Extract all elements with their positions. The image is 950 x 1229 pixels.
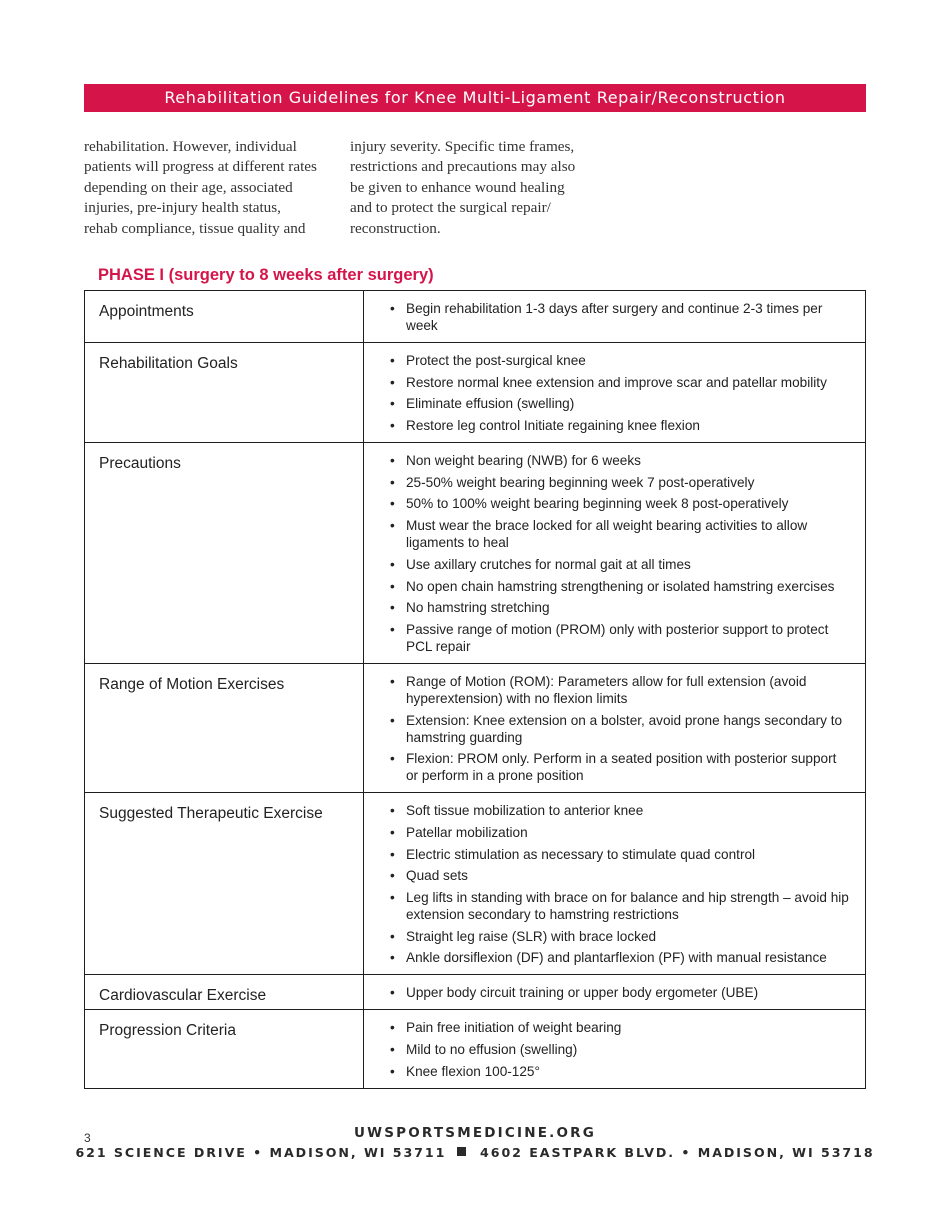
bullet-icon: • bbox=[390, 890, 395, 905]
table-row bbox=[85, 1010, 866, 1088]
bullet-icon: • bbox=[390, 556, 395, 572]
list-item-text: Must wear the brace locked for all weight bearing activities to allow ligaments to heal bbox=[406, 518, 808, 551]
website-link[interactable]: UWSPORTSMEDICINE.ORG bbox=[353, 1125, 597, 1141]
intro-line: be given to enhance wound healing bbox=[350, 178, 565, 196]
page-header-banner bbox=[84, 84, 866, 112]
list-item bbox=[386, 621, 851, 655]
bullet-icon: • bbox=[390, 803, 395, 819]
list-item bbox=[386, 452, 851, 469]
bullet-icon: • bbox=[390, 824, 395, 840]
row-label: Suggested Therapeutic Exercise bbox=[85, 793, 364, 975]
bullet-icon: • bbox=[390, 1020, 395, 1036]
bullet-icon: • bbox=[390, 578, 395, 594]
table-row bbox=[85, 793, 866, 975]
row-content bbox=[364, 663, 866, 792]
banner-title: Rehabilitation Guidelines for Knee Multi-Ligament Repair/Reconstruction bbox=[164, 88, 786, 107]
list-item-text: Soft tissue mobilization to anterior knee bbox=[406, 803, 644, 819]
list-item-text: 50% to 100% weight bearing beginning week 8 post-operatively bbox=[406, 496, 789, 512]
row-content bbox=[364, 793, 866, 975]
bullet-list bbox=[386, 452, 851, 655]
list-item-text: Ankle dorsiflexion (DF) and plantarflexion (PF) with manual resistance bbox=[406, 950, 827, 966]
intro-line: restrictions and precautions may also bbox=[350, 158, 576, 176]
list-item bbox=[386, 495, 851, 512]
bullet-icon: • bbox=[390, 950, 395, 966]
bullet-icon: • bbox=[390, 418, 395, 434]
address-science-drive: 621 SCIENCE DRIVE • MADISON, WI 53711 bbox=[75, 1145, 447, 1160]
list-item-text: Electric stimulation as necessary to stimulate quad control bbox=[406, 846, 756, 862]
bullet-icon: • bbox=[390, 846, 395, 862]
bullet-icon: • bbox=[390, 1063, 395, 1079]
list-item bbox=[386, 846, 851, 863]
list-item bbox=[386, 949, 851, 966]
table-row bbox=[85, 975, 866, 1010]
table-row bbox=[85, 443, 866, 664]
address-eastpark-blvd: 4602 EASTPARK BLVD. • MADISON, WI 53718 bbox=[480, 1145, 875, 1160]
list-item bbox=[386, 417, 851, 434]
list-item-text: Restore leg control Initiate regaining knee flexion bbox=[406, 418, 700, 434]
table-row bbox=[85, 663, 866, 792]
intro-line: reconstruction. bbox=[350, 219, 441, 237]
row-content bbox=[364, 291, 866, 343]
guidelines-table bbox=[84, 290, 866, 1089]
bullet-icon: • bbox=[390, 374, 395, 390]
list-item-text: Quad sets bbox=[406, 868, 468, 884]
row-label: Range of Motion Exercises bbox=[85, 663, 364, 792]
bullet-icon: • bbox=[390, 518, 395, 534]
list-item-text: No open chain hamstring strengthening or isolated hamstring exercises bbox=[406, 578, 835, 594]
list-item bbox=[386, 1063, 851, 1080]
list-item bbox=[386, 1019, 851, 1036]
list-item-text: Knee flexion 100-125° bbox=[406, 1063, 540, 1079]
list-item bbox=[386, 599, 851, 616]
list-item-text: Flexion: PROM only. Perform in a seated position with posterior support or perform in a prone position bbox=[406, 751, 837, 784]
row-content bbox=[364, 443, 866, 664]
row-label: Precautions bbox=[85, 443, 364, 664]
list-item-text: Leg lifts in standing with brace on for balance and hip strength – avoid hip extension secondary to hamstring restrictions bbox=[406, 890, 849, 922]
list-item bbox=[386, 517, 851, 551]
list-item bbox=[386, 474, 851, 491]
list-item-text: 25-50% weight bearing beginning week 7 post-operatively bbox=[406, 474, 755, 490]
bullet-icon: • bbox=[390, 673, 395, 689]
list-item-text: Begin rehabilitation 1-3 days after surgery and continue 2-3 times per week bbox=[406, 301, 823, 333]
bullet-icon: • bbox=[390, 453, 395, 469]
list-item-text: No hamstring stretching bbox=[406, 600, 550, 616]
list-item bbox=[386, 889, 851, 923]
row-label: Rehabilitation Goals bbox=[85, 343, 364, 443]
list-item-text: Patellar mobilization bbox=[406, 824, 528, 840]
intro-column-2 bbox=[350, 137, 605, 239]
list-item bbox=[386, 300, 851, 334]
guidelines-table-body bbox=[85, 291, 866, 1089]
list-item-text: Upper body circuit training or upper body ergometer (UBE) bbox=[406, 985, 759, 1001]
list-item bbox=[386, 712, 851, 746]
square-separator-icon bbox=[457, 1147, 466, 1156]
list-item-text: Protect the post-surgical knee bbox=[406, 353, 586, 368]
list-item bbox=[386, 984, 851, 1001]
row-label: Cardiovascular Exercise bbox=[85, 975, 364, 1010]
list-item-text: Non weight bearing (NWB) for 6 weeks bbox=[406, 453, 641, 469]
row-label: Progression Criteria bbox=[85, 1010, 364, 1088]
intro-line: injuries, pre-injury health status, bbox=[84, 199, 281, 217]
list-item-text: Range of Motion (ROM): Parameters allow for full extension (avoid hyperextension) with no flexion limits bbox=[406, 673, 807, 706]
list-item bbox=[386, 374, 851, 391]
list-item bbox=[386, 352, 851, 369]
intro-line: injury severity. Specific time frames, bbox=[350, 138, 575, 155]
intro-line: rehab compliance, tissue quality and bbox=[84, 219, 306, 237]
bullet-icon: • bbox=[390, 868, 395, 884]
intro-line: patients will progress at different rates bbox=[84, 158, 317, 176]
bullet-icon: • bbox=[390, 985, 395, 1001]
bullet-list bbox=[386, 352, 851, 434]
bullet-list bbox=[386, 802, 851, 966]
phase-title: PHASE I (surgery to 8 weeks after surgery) bbox=[98, 266, 434, 284]
row-label: Appointments bbox=[85, 291, 364, 343]
intro-line: rehabilitation. However, individual bbox=[84, 138, 297, 155]
bullet-icon: • bbox=[390, 621, 395, 637]
bullet-icon: • bbox=[390, 1042, 395, 1058]
page-number: 3 bbox=[84, 1131, 91, 1145]
list-item-text: Mild to no effusion (swelling) bbox=[406, 1042, 578, 1058]
bullet-icon: • bbox=[390, 474, 395, 490]
intro-line: depending on their age, associated bbox=[84, 178, 293, 196]
bullet-icon: • bbox=[390, 751, 395, 767]
list-item-text: Extension: Knee extension on a bolster, avoid prone hangs secondary to hamstring guarding bbox=[406, 712, 843, 745]
list-item bbox=[386, 578, 851, 595]
row-content bbox=[364, 343, 866, 443]
bullet-icon: • bbox=[390, 600, 395, 616]
list-item-text: Use axillary crutches for normal gait at all times bbox=[406, 556, 691, 572]
intro-line: and to protect the surgical repair/ bbox=[350, 199, 551, 217]
intro-column-1 bbox=[84, 137, 339, 239]
list-item bbox=[386, 928, 851, 945]
bullet-list bbox=[386, 300, 851, 334]
table-row bbox=[85, 343, 866, 443]
table-row bbox=[85, 291, 866, 343]
bullet-list bbox=[386, 1019, 851, 1079]
list-item-text: Straight leg raise (SLR) with brace locked bbox=[406, 928, 657, 944]
list-item bbox=[386, 556, 851, 573]
bullet-icon: • bbox=[390, 928, 395, 944]
bullet-icon: • bbox=[390, 712, 395, 728]
list-item-text: Pain free initiation of weight bearing bbox=[406, 1020, 622, 1036]
list-item-text: Eliminate effusion (swelling) bbox=[406, 396, 575, 412]
bullet-list bbox=[386, 984, 851, 1001]
list-item bbox=[386, 673, 851, 707]
list-item bbox=[386, 395, 851, 412]
bullet-icon: • bbox=[390, 496, 395, 512]
bullet-icon: • bbox=[390, 301, 395, 316]
list-item bbox=[386, 802, 851, 819]
row-content bbox=[364, 975, 866, 1010]
list-item bbox=[386, 824, 851, 841]
footer-addresses bbox=[0, 1145, 950, 1160]
row-content bbox=[364, 1010, 866, 1088]
list-item-text: Passive range of motion (PROM) only with posterior support to protect PCL repair bbox=[406, 621, 829, 654]
list-item-text: Restore normal knee extension and improve scar and patellar mobility bbox=[406, 374, 827, 390]
list-item bbox=[386, 1041, 851, 1058]
bullet-icon: • bbox=[390, 353, 395, 368]
bullet-icon: • bbox=[390, 396, 395, 412]
list-item bbox=[386, 867, 851, 884]
bullet-list bbox=[386, 673, 851, 784]
list-item bbox=[386, 750, 851, 784]
